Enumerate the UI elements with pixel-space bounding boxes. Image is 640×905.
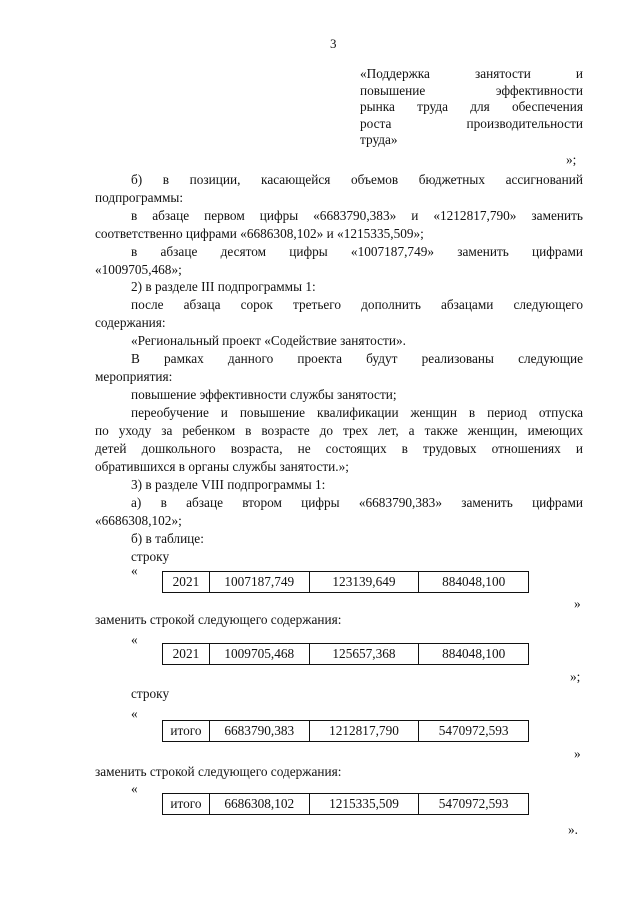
- paragraph-b-line: подпрограммы:: [95, 190, 184, 205]
- item-2-heading: 2) в разделе III подпрограммы 1:: [131, 279, 316, 294]
- paragraph-a-line: «6686308,102»;: [95, 513, 182, 528]
- program-title-line: рынка труда для обеспечения: [360, 99, 583, 114]
- program-title-line: повышение эффективности: [360, 82, 583, 98]
- program-title-line: роста производительности: [360, 115, 583, 131]
- open-quote: «: [131, 781, 138, 796]
- table-cell: 123139,649: [309, 572, 419, 593]
- paragraph-abz1-line: в абзаце первом цифры «6683790,383» и «1212817,790» заменить: [131, 208, 583, 223]
- close-quote: »;: [570, 669, 581, 684]
- table-cell: 5470972,593: [419, 794, 529, 815]
- table-cell: 2021: [163, 644, 210, 665]
- table-cell: 125657,368: [309, 644, 419, 665]
- table-row: [163, 794, 529, 815]
- label-stroku: строку: [131, 549, 170, 564]
- table-cell: 1215335,509: [309, 794, 419, 815]
- table-old-2021: [162, 571, 529, 593]
- table-cell: 884048,100: [419, 572, 529, 593]
- label-replace: заменить строкой следующего содержания:: [95, 612, 342, 627]
- table-cell: 1009705,468: [209, 644, 309, 665]
- paragraph-povysh: повышение эффективности службы занятости;: [131, 387, 397, 402]
- program-title-line: «Поддержка занятости и: [360, 66, 583, 81]
- paragraph-pereob-line: обратившихся в органы службы занятости.»;: [95, 459, 349, 474]
- label-stroku: строку: [131, 686, 170, 701]
- table-row: [163, 721, 529, 742]
- table-cell: 2021: [163, 572, 210, 593]
- label-replace: заменить строкой следующего содержания:: [95, 764, 342, 779]
- paragraph-after-line: после абзаца сорок третьего дополнить абзацами следующего: [131, 297, 583, 312]
- paragraph-abz10-line: «1009705,468»;: [95, 262, 182, 277]
- closing-mark: »;: [566, 152, 577, 167]
- table-cell: 1212817,790: [309, 721, 419, 742]
- close-quote: ».: [568, 822, 578, 837]
- item-3-heading: 3) в разделе VIII подпрограммы 1:: [131, 477, 326, 492]
- program-title-line: труда»: [360, 132, 398, 147]
- table-cell: 1007187,749: [209, 572, 309, 593]
- table-new-total: [162, 793, 529, 815]
- program-title-quote: [360, 66, 583, 149]
- paragraph-abz1-line: соответственно цифрами «6686308,102» и «1215335,509»;: [95, 226, 424, 241]
- paragraph-b-table: б) в таблице:: [131, 531, 204, 546]
- table-cell: итого: [163, 721, 210, 742]
- table-cell: 884048,100: [419, 644, 529, 665]
- regional-project-title: «Региональный проект «Содействие занятости».: [131, 333, 406, 348]
- close-quote: »: [574, 596, 581, 611]
- paragraph-after-line: содержания:: [95, 315, 166, 330]
- table-cell: 6683790,383: [209, 721, 309, 742]
- table-cell: итого: [163, 794, 210, 815]
- table-old-total: [162, 720, 529, 742]
- paragraph-b-line: б) в позиции, касающейся объемов бюджетных ассигнований: [131, 172, 583, 187]
- paragraph-a-line: а) в абзаце втором цифры «6683790,383» заменить цифрами: [131, 495, 583, 510]
- open-quote: «: [131, 632, 138, 647]
- paragraph-ramkah-line: мероприятия:: [95, 369, 173, 384]
- open-quote: «: [131, 563, 138, 578]
- table-cell: 5470972,593: [419, 721, 529, 742]
- paragraph-ramkah-line: В рамках данного проекта будут реализованы следующие: [131, 351, 583, 366]
- page-number: 3: [330, 36, 337, 51]
- paragraph-pereob-line: детей дошкольного возраста, не состоящих в трудовых отношениях и: [95, 441, 583, 456]
- table-row: [163, 644, 529, 665]
- paragraph-pereob-line: по уходу за ребенком в возрасте до трех лет, а также женщин, имеющих: [95, 423, 583, 438]
- table-cell: 6686308,102: [209, 794, 309, 815]
- table-new-2021: [162, 643, 529, 665]
- table-row: [163, 572, 529, 593]
- open-quote: «: [131, 706, 138, 721]
- close-quote: »: [574, 746, 581, 761]
- paragraph-pereob-line: переобучение и повышение квалификации женщин в период отпуска: [131, 405, 583, 420]
- paragraph-abz10-line: в абзаце десятом цифры «1007187,749» заменить цифрами: [131, 244, 583, 259]
